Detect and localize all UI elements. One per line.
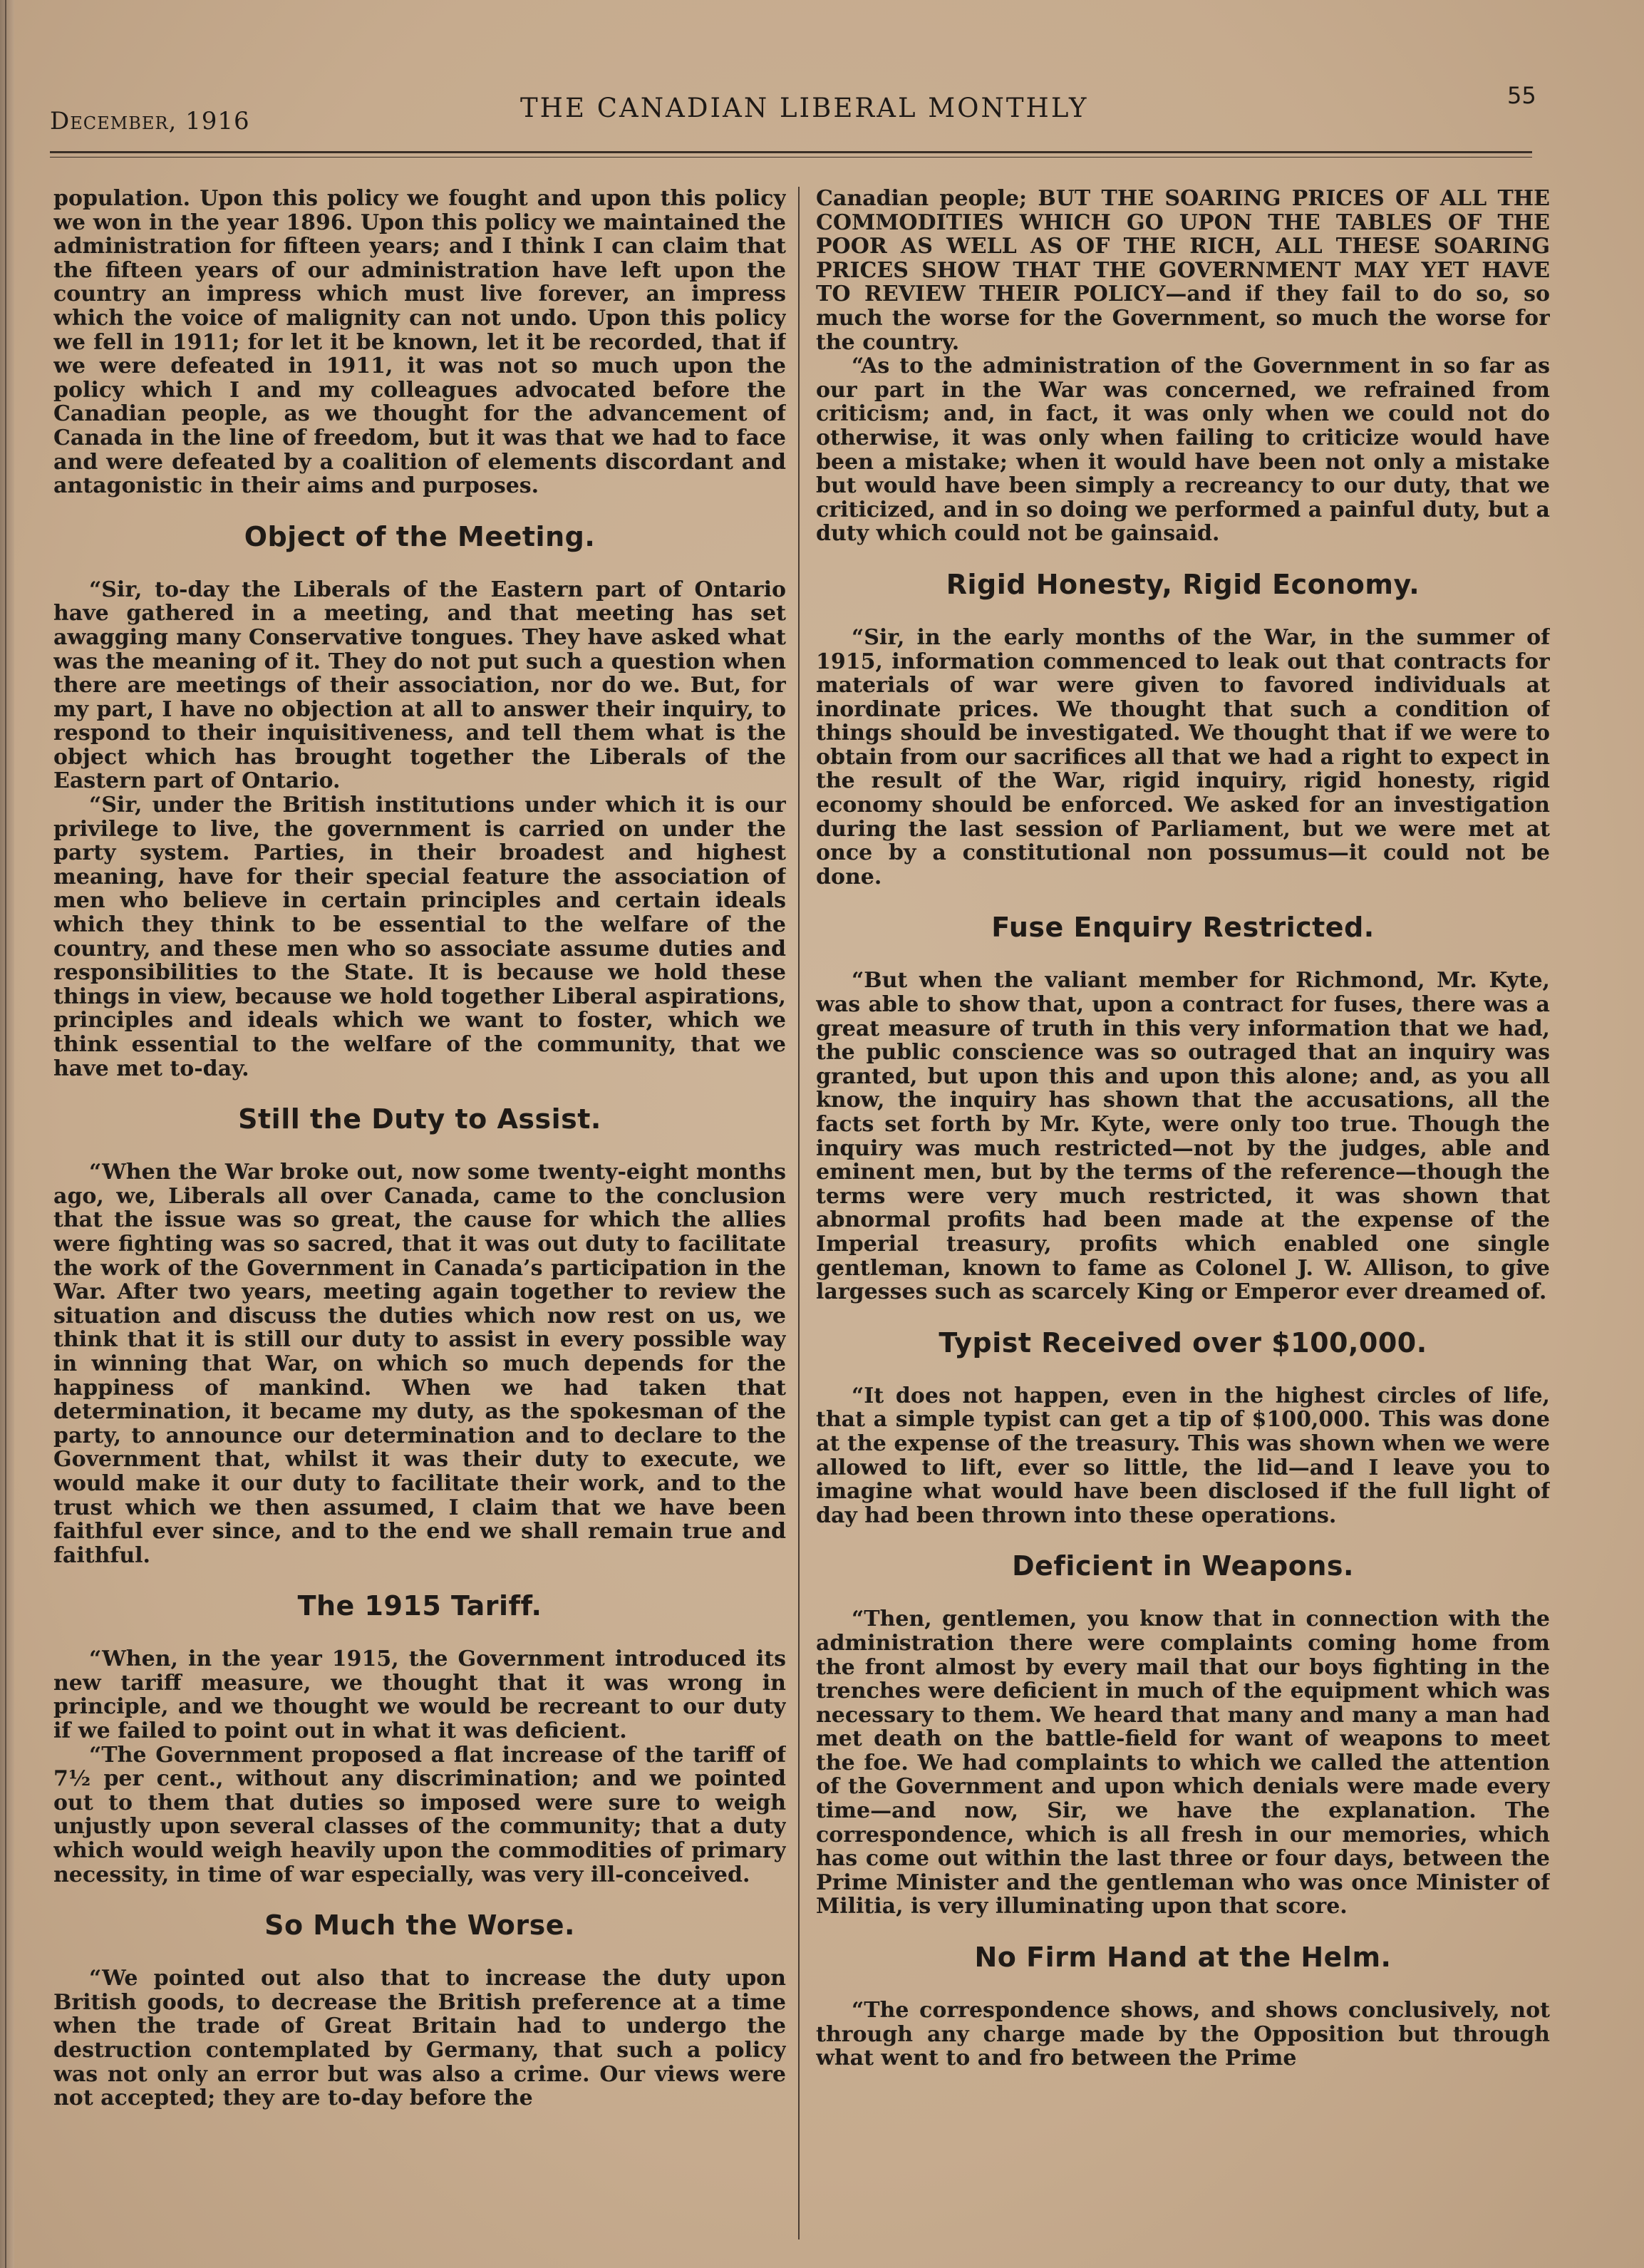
paragraph-object-2: “Sir, under the British institutions under which it is our privilege to live, the government is carried on under the party system. Parties, in their broadest and highest meaning, have for their special feature the association of men who believe in certain principles and certain ideals which they think to be essential to the welfare of the country, and these men who so associate assume duties and responsibilities to the State. It is because we hold these things in view, because we hold together Liberal aspirations, principles and ideals which we want to foster, which we think essential to the welfare of the community, that we have met to-day. [53,793,786,1081]
header-rule-thin [50,157,1532,158]
page-number: 55 [1507,82,1536,109]
heading-still-the-duty: Still the Duty to Assist. [238,1103,601,1135]
paragraph-weapons: “Then, gentlemen, you know that in connection with the administration there were complaints coming home from the front almost by every mail that our boys fighting in the trenches were deficient in much of the equipment which was necessary to them. We heard that many and many a man had met death on the battle-field for want of weapons to meet the foe. We had complaints to which we called the attention of the Government and upon which denials were made every time—and now, Sir, we have the explanation. The correspondence, which is all fresh in our memories, which has come out within the last three or four days, between the Prime Minister and the gentleman who was once Minister of Militia, is very illuminating upon that score. [816,1607,1550,1919]
right-column [816,187,1550,2254]
left-column [53,187,786,2254]
paragraph-continued: Canadian people; BUT THE SOARING PRICES OF ALL THE COMMODITIES WHICH GO UPON THE TABLES OF THE POOR AS WELL AS OF THE RICH, ALL THESE SOARING PRICES SHOW THAT THE GOVERNMENT MAY YET HAVE TO REVIEW THEIR POLICY—and if they fail to do so, so much the worse for the Government, so much the worse for the country. [816,187,1550,355]
heading-rigid-honesty: Rigid Honesty, Rigid Economy. [946,568,1420,600]
heading-typist: Typist Received over $100,000. [939,1326,1427,1359]
paragraph-duty: “When the War broke out, now some twenty-eight months ago, we, Liberals all over Canada, came to the conclusion that the issue was so great, the cause for which the allies were fighting was so sacred, that it was out duty to facilitate the work of the Government in Canada’s participation in the War. After two years, meeting again together to review the situation and discuss the duties which now rest on us, we think that it is still our duty to assist in every possible way in winning that War, on which so much depends for the happiness of mankind. When we had taken that determination, it became my duty, as the spokesman of the party, to announce our determination and to declare to the Government that, whilst it was their duty to execute, we would make it our duty to facilitate their work, and to the trust which we then assumed, I claim that we have been faithful ever since, and to the end we shall remain true and faithful. [53,1160,786,1568]
paragraph-object-1: “Sir, to-day the Liberals of the Eastern part of Ontario have gathered in a meeting, and that meeting has set awagging many Conservative tongues. They have asked what was the meaning of it. They do not put such a question when there are meetings of their association, nor do we. But, for my part, I have no objection at all to answer their inquiry, to respond to their inquisitiveness, and tell them what is the object which has brought together the Liberals of the Eastern part of Ontario. [53,577,786,794]
column-divider [798,187,800,2239]
paragraph-worse: “We pointed out also that to increase the duty upon British goods, to decrease the British preference at a time when the trade of Great Britain had to undergo the destruction contemplated by Germany, that such a policy was not only an error but was also a crime. Our views were not accepted; they are to-day before the [53,1966,786,2111]
paragraph-tariff-2: “The Government proposed a flat increase of the tariff of 7½ per cent., without any discrimination; and we pointed out to them that duties so imposed were sure to weigh unjustly upon several classes of the community; that a duty which would weigh heavily upon the commodities of primary necessity, in time of war especially, was very ill-conceived. [53,1742,786,1887]
paragraph-administration: “As to the administration of the Government in so far as our part in the War was concerned, we refrained from criticism; and, in fact, it was only when we could not do otherwise, it was only when failing to criticize would have been a mistake; when it would have been not only a mistake but would have been simply a recreancy to our duty, that we criticized, and in so doing we performed a painful duty, but a duty which could not be gainsaid. [816,354,1550,547]
heading-so-much-the-worse: So Much the Worse. [264,1909,575,1942]
paragraph-helm: “The correspondence shows, and shows conclusively, not through any charge made by the Opposition but through what went to and fro between the Prime [816,1998,1550,2071]
heading-deficient-weapons: Deficient in Weapons. [1012,1550,1354,1582]
header-rule-thick [50,151,1532,153]
running-header [50,82,1536,143]
heading-fuse-enquiry: Fuse Enquiry Restricted. [991,912,1375,944]
binding-edge [0,0,14,2268]
header-date: December, 1916 [50,107,250,135]
paragraph-tariff-1: “When, in the year 1915, the Government introduced its new tariff measure, we thought that it was wrong in principle, and we thought we would be recreant to our duty if we failed to point out in what it was deficient. [53,1646,786,1744]
heading-1915-tariff: The 1915 Tariff. [297,1590,542,1622]
paragraph-typist: “It does not happen, even in the highest circles of life, that a simple typist can get a tip of $100,000. This was done at the expense of the treasury. This was shown when we were allowed to lift, ever so little, the lid—and I leave you to imagine what would have been disclosed if the full light of day had been thrown into these operations. [816,1383,1550,1528]
paragraph-intro: population. Upon this policy we fought and upon this policy we won in the year 1896. Upon this policy we maintained the administration for fifteen years; and I think I can claim that the fifteen years of our administration have left upon the country an impress which must live forever, an impress which the voice of malignity can not undo. Upon this policy we fell in 1911; for let it be known, let it be recorded, that if we were defeated in 1911, it was not so much upon the policy which I and my colleagues advocated before the Canadian people, as we thought for the advancement of Canada in the line of freedom, but it was that we had to face and were defeated by a coalition of elements discordant and antagonistic in their aims and purposes. [53,187,786,499]
paragraph-rigid: “Sir, in the early months of the War, in the summer of 1915, information commenced to leak out that contracts for materials of war were given to favored individuals at inordinate prices. We thought that such a condition of things should be investigated. We thought that if we were to obtain from our sacrifices all that we had a right to expect in the result of the War, rigid inquiry, rigid honesty, rigid economy should be enforced. We asked for an investigation during the last session of Parliament, but we were met at once by a constitutional non possumus—it could not be done. [816,624,1550,890]
header-title: THE CANADIAN LIBERAL MONTHLY [520,93,1089,123]
binding-line [5,0,6,2268]
heading-object-of-meeting: Object of the Meeting. [244,520,596,552]
paragraph-fuse: “But when the valiant member for Richmond, Mr. Kyte, was able to show that, upon a contract for fuses, there was a great measure of truth in this very information that we had, the public conscience was so outraged that an inquiry was granted, but upon this and upon this alone; and, as you all know, the inquiry has shown that the accusations, all the facts set forth by Mr. Kyte, were only too true. Though the inquiry was much restricted—not by the judges, able and eminent men, but by the terms of the reference—though the terms were very much restricted, it was shown that abnormal profits had been made at the expense of the Imperial treasury, profits which enabled one single gentleman, known to fame as Colonel J. W. Allison, to give largesses such as scarcely King or Emperor ever dreamed of. [816,968,1550,1305]
heading-no-firm-hand: No Firm Hand at the Helm. [974,1942,1392,1974]
